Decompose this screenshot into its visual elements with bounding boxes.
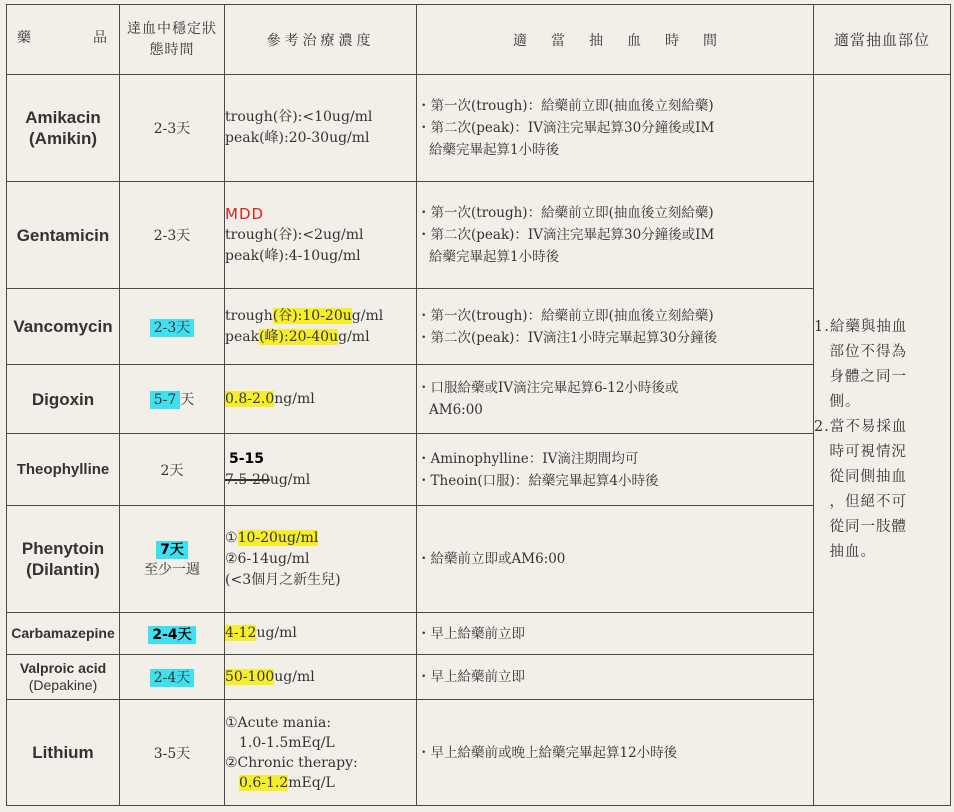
drug-name: Amikacin (Amikin) xyxy=(7,75,120,182)
handwritten-range: 5-15 xyxy=(229,450,265,467)
table-row xyxy=(7,613,951,655)
sampling-timing: ・Aminophylline：IV滴注期間均可 ・Theoin(口服)：給藥完畢起算4小時後 xyxy=(417,434,814,506)
concentration: trough(谷):<10ug/ml peak(峰):20-30ug/ml xyxy=(225,75,417,182)
sampling-timing: ・口服給藥或IV滴注完畢起算6-12小時後或 AM6:00 xyxy=(417,365,814,434)
drug-name: Phenytoin (Dilantin) xyxy=(7,506,120,613)
concentration: 4-12ug/ml xyxy=(225,613,417,655)
table-row xyxy=(7,182,951,289)
header-drug: 藥 品 xyxy=(7,5,120,75)
sampling-timing: ・早上給藥前立即 xyxy=(417,655,814,700)
steady-state-time: 2天 xyxy=(120,434,225,506)
table-row xyxy=(7,365,951,434)
header-concentration: 參考治療濃度 xyxy=(225,5,417,75)
concentration: trough(谷):10-20ug/ml peak(峰):20-40ug/ml xyxy=(225,289,417,365)
sampling-timing: ・第一次(trough)：給藥前立即(抽血後立刻給藥) ・第二次(peak)：IV滴注1小時完畢起算30分鐘後 xyxy=(417,289,814,365)
header-sampling-site: 適當抽血部位 xyxy=(814,5,951,75)
handwritten-note: MDD xyxy=(225,204,265,223)
table-row xyxy=(7,75,951,182)
concentration: ①10-20ug/ml ②6-14ug/ml (<3個月之新生兒) xyxy=(225,506,417,613)
drug-name: Digoxin xyxy=(7,365,120,434)
sampling-site-notes: 1.給藥與抽血 部位不得為 身體之同一 側。 2.當不易採血 時可視情況 從同側抽血 ，但絕不可 從同一肢體 抽血。 xyxy=(814,75,951,806)
table-row xyxy=(7,506,951,613)
tdm-table xyxy=(6,4,951,806)
concentration: ①Acute mania: 1.0-1.5mEq/L ②Chronic therapy: 0.6-1.2mEq/L xyxy=(225,700,417,806)
concentration: MDD trough(谷):<2ug/ml peak(峰):4-10ug/ml xyxy=(225,182,417,289)
sampling-timing: ・第一次(trough)：給藥前立即(抽血後立刻給藥) ・第二次(peak)：IV滴注完畢起算30分鐘後或IM 給藥完畢起算1小時後 xyxy=(417,75,814,182)
steady-state-time: 7天 至少一週 xyxy=(120,506,225,613)
concentration: 50-100ug/ml xyxy=(225,655,417,700)
table-row xyxy=(7,700,951,806)
steady-state-time: 2-4天 xyxy=(120,655,225,700)
table-row xyxy=(7,289,951,365)
header-sampling-time: 適 當 抽 血 時 間 xyxy=(417,5,814,75)
steady-state-time xyxy=(120,613,225,655)
header-steady-state: 達血中穩定狀態時間 xyxy=(120,5,225,75)
sampling-timing: ・早上給藥前或晚上給藥完畢起算12小時後 xyxy=(417,700,814,806)
handwritten-time: 7天 xyxy=(156,541,188,559)
concentration: 0.8-2.0ng/ml xyxy=(225,365,417,434)
sampling-timing: ・第一次(trough)：給藥前立即(抽血後立刻給藥) ・第二次(peak)：IV滴注完畢起算30分鐘後或IM 給藥完畢起算1小時後 xyxy=(417,182,814,289)
steady-state-time: 3-5天 xyxy=(120,700,225,806)
table-row xyxy=(7,434,951,506)
drug-name: Vancomycin xyxy=(7,289,120,365)
header-row xyxy=(7,5,951,75)
drug-name: Lithium xyxy=(7,700,120,806)
steady-state-time: 2-3天 xyxy=(120,289,225,365)
sampling-timing: ・給藥前立即或AM6:00 xyxy=(417,506,814,613)
drug-name: Gentamicin xyxy=(7,182,120,289)
concentration: 5-15 7.5-20ug/ml xyxy=(225,434,417,506)
sampling-timing: ・早上給藥前立即 xyxy=(417,613,814,655)
handwritten-time: 2-4天 xyxy=(148,626,195,644)
steady-state-time: 5-7 天 xyxy=(120,365,225,434)
drug-name: Carbamazepine xyxy=(7,613,120,655)
drug-name: Theophylline xyxy=(7,434,120,506)
steady-state-time: 2-3天 xyxy=(120,182,225,289)
steady-state-time: 2-3天 xyxy=(120,75,225,182)
table-row xyxy=(7,655,951,700)
drug-name: Valproic acid (Depakine) xyxy=(7,655,120,700)
